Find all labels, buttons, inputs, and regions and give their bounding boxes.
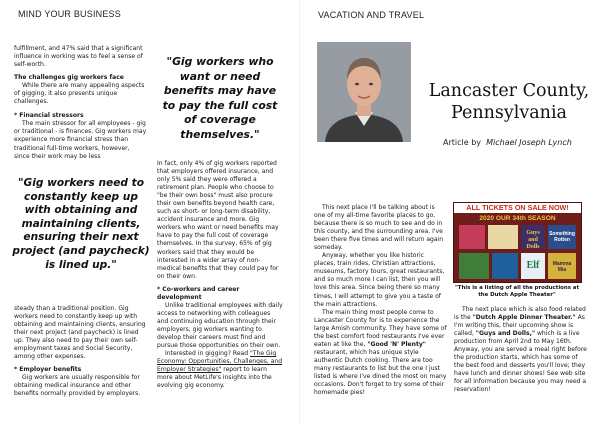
paragraph: fulfillment, and 47% said that a significant influence in working was to feel a sense of self-worth. xyxy=(14,45,143,69)
paragraph: steady than a traditional position. Gig workers need to constantly keep up with obtaining and maintaining clients, ensuring their next project (and paycheck) is lined up. They also need to pay their own self-employment taxes and Social Security, among other expenses. xyxy=(14,305,146,361)
poster-caption: "This is a listing of all the productions at the Dutch Apple Theater" xyxy=(454,285,580,298)
author-portrait-image xyxy=(317,42,411,142)
page-divider xyxy=(299,0,300,424)
poster-tile xyxy=(488,225,518,249)
author-name: Michael Joseph Lynch xyxy=(486,138,572,147)
pull-quote-left: "Gig workers need to constantly keep up with obtaining and maintaining clients, ensuring their next project (and paycheck) is lined up." xyxy=(12,177,150,271)
right-column-1 xyxy=(314,204,447,397)
poster-tile xyxy=(459,253,489,279)
byline: Article by Michael Joseph Lynch xyxy=(443,138,572,147)
poster-tile-something-rotten: Something Rotten xyxy=(548,225,576,249)
section-title-left: MIND YOUR BUSINESS xyxy=(18,9,121,19)
left-column-2 xyxy=(157,160,283,390)
paragraph: In fact, only 4% of gig workers reported that employers offered insurance, and only 5% said they were offered a retirement plan. People who choose to "be their own boss" must also procure their own benefits beyond health care, such as short- or long-term disability, accident insurance and more. Gig workers who want or need benefits may have to pay the full cost of coverage themselves. In the survey, 65% of gig workers said that they would be interested in a wider array of non-medical benefits that they could pay for on their own. xyxy=(157,160,279,280)
poster-banner: ALL TICKETS ON SALE NOW! xyxy=(454,203,581,213)
paragraph: Interested in gigging? Read "The Gig Economy: Opportunities, Challenges, and Employer Strategies" report to learn more about MetLife's insights into the evolving gig economy. xyxy=(157,350,283,390)
article-title: Lancaster County, Pennsylvania xyxy=(428,81,590,123)
heading-coworkers: * Co-workers and career development xyxy=(157,285,240,301)
section-title-right: VACATION AND TRAVEL xyxy=(318,10,425,20)
paragraph: The main stressor for all employees - gig or traditional - is finances. Gig workers may experience more financial stress than traditional full-time workers, however, since their work may be less xyxy=(14,120,147,160)
poster-season: 2020 OUR 34th SEASON xyxy=(479,215,556,222)
paragraph: This next place I'll be talking about is one of my all-time favorite places to go, because there is so much to see and do in this county, and the surrounding area. I've been there five times and will return again someday. xyxy=(314,204,444,252)
paragraph: Unlike traditional employees with daily access to networking with colleagues and continuing education through their employers, gig workers wanting to develop their careers must find and pursue those opportunities on their own. xyxy=(157,301,283,350)
left-column-1-continued xyxy=(14,305,148,399)
paragraph: The next place which is also food related is the "Dutch Apple Dinner Theater." As I'm writing this, their upcoming show is called, "Guys and Dolls," which is a live production from April 2nd to May 16th. Anyway, you are served a meal right before the production starts, which has some of the best food and desserts you'll love; they have lunch and dinner shows! See web site for all information because you may need a reservation! xyxy=(454,306,587,394)
poster-tile-elf: Elf xyxy=(521,253,545,279)
paragraph: While there are many appealing aspects of gigging, it also presents unique challenges. xyxy=(14,82,145,106)
theater-poster xyxy=(453,202,582,283)
paragraph: Anyway, whether you like historic places, train rides, Christian attractions, museums, factory tours, great restaurants, and so much more I can list, then you will love this area. Since being there so many times, I will attempt to give you a taste of the main attractions. xyxy=(314,252,445,308)
paragraph: The main thing most people come to Lancaster County for is to experience the large Amish community. They have some of the best comfort food restaurants I've ever eaten at like the, "Good 'N' Plenty" restaurant, which has unique style authentic Dutch cooking. There are too many restaurants to list but the one I just listed is where I've dined the most on many occasions. Don't forget to try some of their homemade pies! xyxy=(314,308,447,397)
report-link[interactable]: "The Gig Economy: Opportunities, Challenges, and Employer Strategies" xyxy=(157,350,283,374)
poster-tile xyxy=(492,253,518,279)
heading-challenges: The challenges gig workers face xyxy=(14,74,124,82)
heading-financial: * Financial stressors xyxy=(14,112,84,120)
author-photo xyxy=(317,42,411,142)
pull-quote-middle: "Gig workers who want or need benefits may have to pay the full cost of coverage themselves." xyxy=(162,55,278,141)
poster-tile xyxy=(459,225,485,249)
heading-employer: * Employer benefits xyxy=(14,366,82,374)
poster-tile-mamma-mia: Mamma Mia xyxy=(548,253,576,279)
poster-tile-guys-and-dolls: Guys and Dolls xyxy=(521,225,545,249)
paragraph: Gig workers are usually responsible for obtaining medical insurance and other benefits normally provided by employers. xyxy=(14,374,141,398)
left-column-1 xyxy=(14,45,147,161)
right-column-2 xyxy=(454,306,587,395)
